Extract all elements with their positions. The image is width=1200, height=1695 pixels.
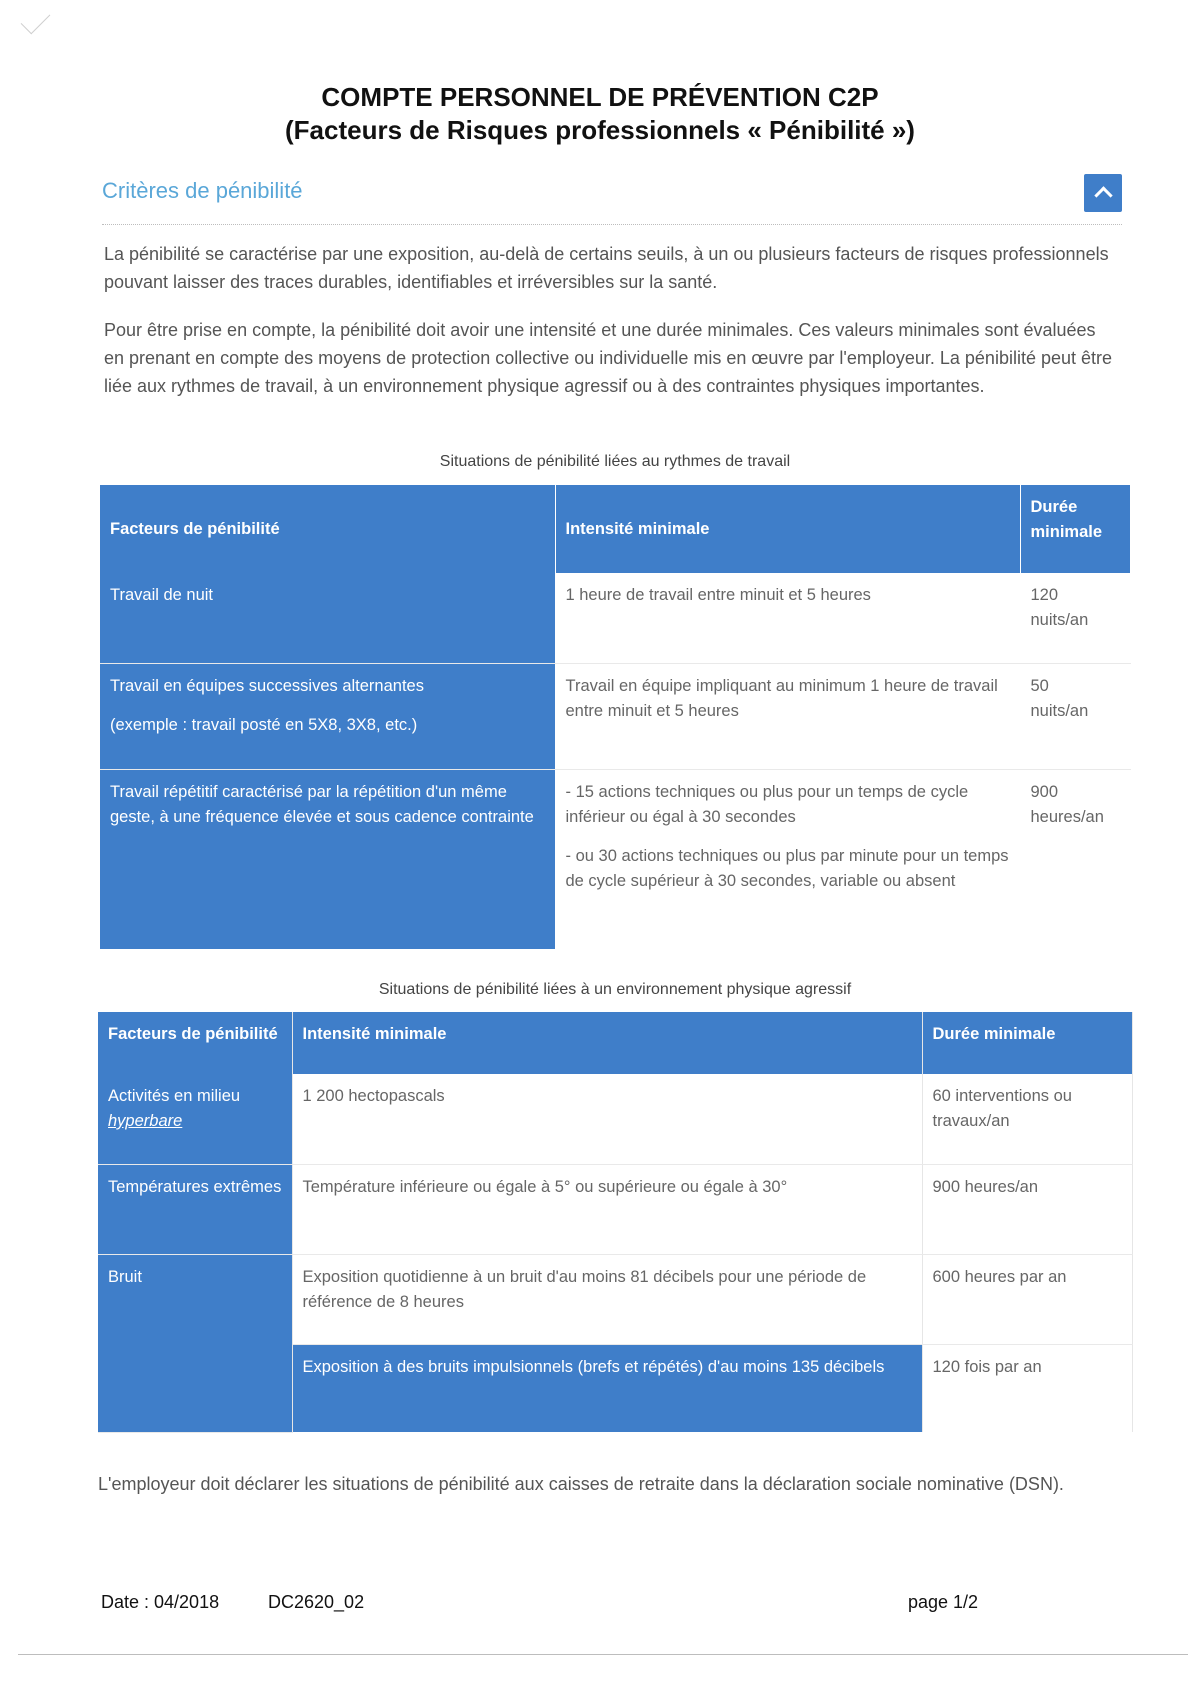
duration-cell: 120 fois par an — [922, 1344, 1132, 1432]
footer-page-number: page 1/2 — [908, 1592, 979, 1612]
duration-value: 120 — [1030, 586, 1059, 604]
factor-cell: Bruit — [98, 1254, 292, 1432]
header-cell: Intensité minimale — [292, 1012, 922, 1074]
factor-label: Travail en équipes successives alternantes — [110, 676, 424, 695]
factor-label: Activités en milieu — [108, 1087, 241, 1105]
factor-cell — [100, 663, 555, 769]
table-rythmes — [100, 485, 1131, 949]
header-cell: Facteurs de pénibilité — [100, 485, 555, 573]
table-environnement-caption: Situations de pénibilité liées à un environnement physique agressif — [378, 981, 852, 998]
page-title: COMPTE PERSONNEL DE PRÉVENTION C2P — [321, 82, 879, 112]
duration-cell — [1020, 663, 1130, 769]
table-rythmes-caption: Situations de pénibilité liées au rythmes de travail — [439, 453, 791, 470]
footer-reference: DC2620_02 — [268, 1592, 365, 1612]
intro-paragraph-2: Pour être prise en compte, la pénibilité doit avoir une intensité et une durée minimales. Ces valeurs minimales sont évaluées en prenant en compte des moyens de protection collective ou individuelle mis en œuvre par l'employeur. La pénibilité peut être liée aux rythmes de travail, à un environnement physique agressif ou à des contraintes physiques importantes. — [104, 320, 1113, 396]
table-row — [100, 573, 1130, 663]
chevron-up-icon — [1094, 186, 1112, 204]
scan-check-mark — [21, 5, 51, 35]
factor-cell: Travail de nuit — [100, 573, 555, 663]
duration-cell: 600 heures par an — [922, 1254, 1132, 1344]
duration-unit: nuits/an — [1030, 701, 1089, 720]
intensity-cell: Exposition à des bruits impulsionnels (brefs et répétés) d'au moins 135 décibels — [292, 1344, 922, 1432]
factor-example: (exemple : travail posté en 5X8, 3X8, etc.) — [110, 715, 418, 734]
table-header-row — [98, 1012, 1132, 1074]
page-subtitle: (Facteurs de Risques professionnels « Pénibilité ») — [285, 115, 915, 145]
table-row — [98, 1164, 1132, 1254]
header-cell: Intensité minimale — [555, 485, 1020, 573]
duration-unit: nuits/an — [1030, 611, 1089, 629]
factor-cell: Travail répétitif caractérisé par la répétition d'un même geste, à une fréquence élevée et sous cadence contrainte — [100, 769, 555, 949]
factor-cell — [98, 1074, 292, 1164]
duration-cell: 60 interventions ou travaux/an — [922, 1074, 1132, 1164]
intensity-cell: 1 200 hectopascals — [292, 1074, 922, 1164]
table-row — [98, 1254, 1132, 1344]
header-cell: Durée minimale — [1020, 485, 1130, 573]
intensity-option: - ou 30 actions techniques ou plus par minute pour un temps de cycle supérieur à 30 secondes, variable ou absent — [565, 846, 1009, 890]
hyperbare-link[interactable]: hyperbare — [108, 1112, 183, 1130]
intensity-cell: Exposition quotidienne à un bruit d'au moins 81 décibels pour une période de référence de 8 heures — [292, 1254, 922, 1344]
duration-unit: heures/an — [1030, 807, 1104, 826]
intensity-option: - 15 actions techniques ou plus pour un temps de cycle inférieur ou égal à 30 secondes — [565, 782, 969, 826]
header-cell: Durée minimale — [922, 1012, 1132, 1074]
intensity-cell: Température inférieure ou égale à 5° ou supérieure ou égale à 30° — [292, 1164, 922, 1254]
header-cell: Facteurs de pénibilité — [98, 1012, 292, 1074]
section-title[interactable]: Critères de pénibilité — [102, 178, 303, 203]
closing-paragraph: L'employeur doit déclarer les situations de pénibilité aux caisses de retraite dans la déclaration sociale nominative (DSN). — [98, 1474, 1064, 1494]
duration-cell — [1020, 573, 1130, 663]
duration-value: 900 — [1030, 782, 1059, 801]
duration-cell: 900 heures/an — [922, 1164, 1132, 1254]
duration-cell — [1020, 769, 1130, 949]
factor-cell: Températures extrêmes — [98, 1164, 292, 1254]
collapse-button[interactable] — [1084, 174, 1122, 212]
table-row — [100, 769, 1130, 949]
duration-value: 50 — [1030, 676, 1049, 695]
footer-date: Date : 04/2018 — [101, 1592, 220, 1612]
table-row — [98, 1074, 1132, 1164]
bottom-rule — [18, 1654, 1188, 1655]
intro-paragraph-1: La pénibilité se caractérise par une exposition, au-delà de certains seuils, à un ou plusieurs facteurs de risques professionnels pouvant laisser des traces durables, identifiables et irréversibles sur la santé. — [104, 244, 1109, 292]
table-row — [100, 663, 1130, 769]
table-environnement — [98, 1012, 1133, 1433]
intensity-cell — [555, 769, 1020, 949]
table-header-row — [100, 485, 1130, 573]
intensity-cell: 1 heure de travail entre minuit et 5 heures — [555, 573, 1020, 663]
section-header — [102, 174, 1122, 225]
intensity-cell: Travail en équipe impliquant au minimum 1 heure de travail entre minuit et 5 heures — [555, 663, 1020, 769]
